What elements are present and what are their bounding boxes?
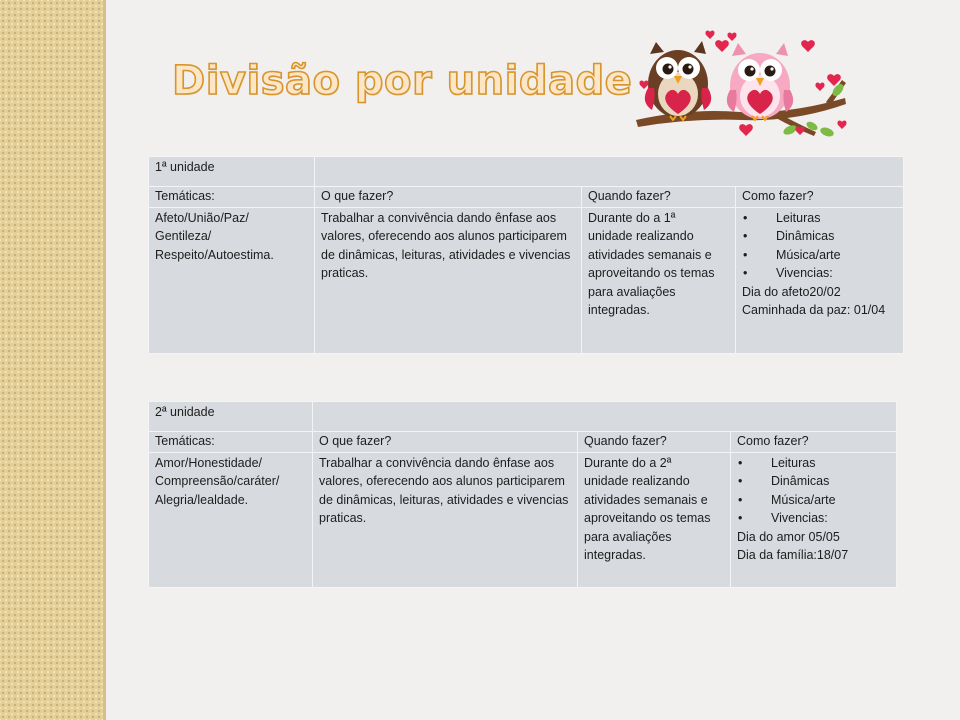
tematica-line: Amor/Honestidade/ bbox=[155, 455, 263, 470]
quando-line: Durante do a 2ª bbox=[584, 455, 672, 470]
column-header-quando-fazer: Quando fazer? bbox=[582, 187, 736, 208]
quando-line: integradas. bbox=[584, 548, 646, 562]
event-note: Dia do afeto20/02 bbox=[742, 284, 841, 299]
quando-line: unidade realizando bbox=[588, 229, 694, 243]
quando-line: para avaliações bbox=[588, 284, 676, 299]
tematica-line: Alegria/lealdade. bbox=[155, 492, 249, 507]
table-header-row bbox=[149, 432, 897, 453]
como-fazer-list bbox=[742, 209, 897, 283]
list-item: • Leituras bbox=[742, 209, 897, 228]
table-row bbox=[149, 207, 904, 353]
column-header-o-que-fazer: O que fazer? bbox=[313, 432, 578, 453]
table-row bbox=[149, 402, 897, 432]
event-note: Dia da família:18/07 bbox=[737, 548, 849, 562]
quando-line: aproveitando os temas bbox=[584, 511, 711, 525]
list-item: • Dinâmicas bbox=[737, 472, 890, 491]
o-que-fazer-cell: Trabalhar a convivência dando ênfase aos valores, oferecendo aos alunos participarem de dinâmicas, leituras, atividades e vivencias praticas. bbox=[315, 207, 582, 353]
owls-on-branch-illustration bbox=[630, 28, 856, 144]
list-item: • Dinâmicas bbox=[742, 227, 897, 246]
list-item: • Leituras bbox=[737, 454, 890, 473]
list-item: • Vivencias: bbox=[742, 264, 897, 283]
quando-line: aproveitando os temas bbox=[588, 266, 715, 280]
quando-line: integradas. bbox=[588, 303, 650, 317]
tematica-line: Gentileza/ bbox=[155, 229, 212, 243]
column-header-quando-fazer: Quando fazer? bbox=[578, 432, 731, 453]
tematicas-cell bbox=[149, 207, 315, 353]
unit-2-table bbox=[148, 401, 897, 588]
unit-label-empty-cell bbox=[313, 402, 897, 432]
event-note: Caminhada da paz: 01/04 bbox=[742, 303, 886, 317]
quando-line: atividades semanais e bbox=[588, 247, 712, 262]
tematica-line: Compreensão/caráter/ bbox=[155, 474, 280, 488]
owl-pink-icon bbox=[727, 43, 793, 120]
unit-label-empty-cell bbox=[315, 157, 904, 187]
table-row bbox=[149, 452, 897, 587]
owl-brown-icon bbox=[645, 41, 711, 120]
column-header-como-fazer: Como fazer? bbox=[736, 187, 904, 208]
tematica-line: Respeito/Autoestima. bbox=[155, 247, 274, 262]
decorative-side-strip bbox=[0, 0, 106, 720]
tematicas-cell bbox=[149, 452, 313, 587]
tematica-line: Afeto/União/Paz/ bbox=[155, 210, 249, 225]
como-fazer-cell bbox=[736, 207, 904, 353]
quando-fazer-cell bbox=[578, 452, 731, 587]
table-header-row bbox=[149, 187, 904, 208]
quando-line: atividades semanais e bbox=[584, 492, 708, 507]
column-header-tematicas: Temáticas: bbox=[149, 432, 313, 453]
quando-line: unidade realizando bbox=[584, 474, 690, 488]
quando-line: para avaliações bbox=[584, 529, 672, 544]
unit-label: 1ª unidade bbox=[149, 157, 315, 187]
page-title: Divisão por unidade bbox=[172, 58, 633, 104]
unit-1-table bbox=[148, 156, 904, 354]
quando-line: Durante do a 1ª bbox=[588, 210, 676, 225]
table-row bbox=[149, 157, 904, 187]
list-item: • Vivencias: bbox=[737, 509, 890, 528]
column-header-como-fazer: Como fazer? bbox=[731, 432, 897, 453]
como-fazer-list bbox=[737, 454, 890, 528]
column-header-tematicas: Temáticas: bbox=[149, 187, 315, 208]
event-note: Dia do amor 05/05 bbox=[737, 529, 840, 544]
como-fazer-cell bbox=[731, 452, 897, 587]
list-item: • Música/arte bbox=[737, 491, 890, 510]
list-item: • Música/arte bbox=[742, 246, 897, 265]
quando-fazer-cell bbox=[582, 207, 736, 353]
column-header-o-que-fazer: O que fazer? bbox=[315, 187, 582, 208]
o-que-fazer-cell: Trabalhar a convivência dando ênfase aos valores, oferecendo aos alunos participarem de dinâmicas, leituras, atividades e vivencias praticas. bbox=[313, 452, 578, 587]
unit-label: 2ª unidade bbox=[149, 402, 313, 432]
